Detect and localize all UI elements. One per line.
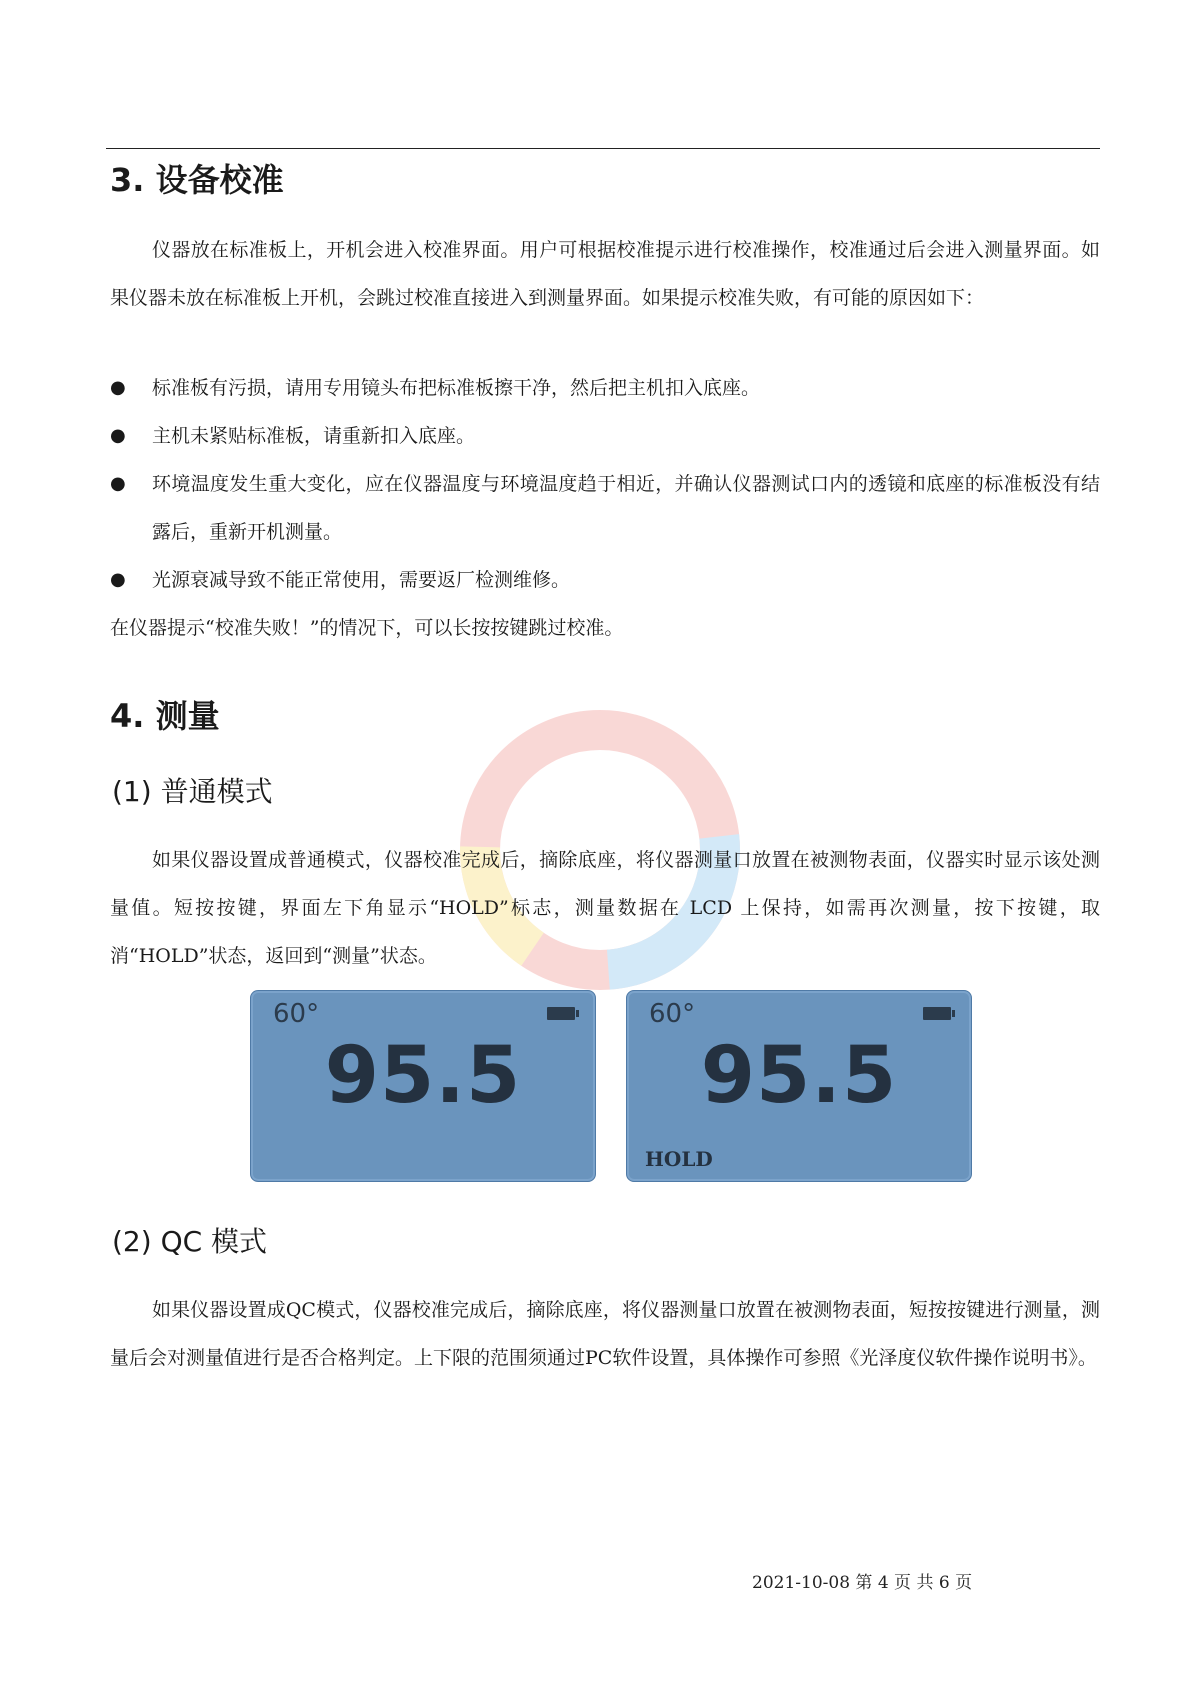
- bullet-item: [110, 460, 1100, 556]
- bullet-dot-icon: ●: [110, 569, 126, 590]
- lcd-angle: 60°: [273, 999, 320, 1029]
- normal-mode-title: (1) 普通模式: [112, 775, 273, 808]
- header-rule: [106, 148, 1100, 149]
- bullet-text: 环境温度发生重大变化，应在仪器温度与环境温度趋于相近，并确认仪器测试口内的透镜和底座的标准板没有结露后，重新开机测量。: [152, 473, 1100, 543]
- battery-icon: [923, 1007, 951, 1020]
- bullet-text: 光源衰减导致不能正常使用，需要返厂检测维修。: [152, 569, 571, 591]
- bullet-dot-icon: ●: [110, 425, 126, 446]
- calibration-note: 在仪器提示“校准失败！”的情况下，可以长按按键跳过校准。: [110, 617, 624, 639]
- page-footer: 2021-10-08 第 4 页 共 6 页: [752, 1573, 973, 1593]
- bullet-dot-icon: ●: [110, 377, 126, 398]
- lcd-reading: 95.5: [700, 1031, 898, 1121]
- section-3-title: 3. 设备校准: [110, 161, 284, 199]
- lcd-screen-hold: [626, 990, 972, 1182]
- lcd-screen-measuring: [250, 990, 596, 1182]
- battery-icon: [547, 1007, 575, 1020]
- lcd-angle: 60°: [649, 999, 696, 1029]
- qc-mode-text: 如果仪器设置成QC模式，仪器校准完成后，摘除底座，将仪器测量口放置在被测物表面，短按按键进行测量，测量后会对测量值进行是否合格判定。上下限的范围须通过PC软件设置，具体操作可参照《光泽度仪软件操作说明书》。: [110, 1299, 1100, 1369]
- bullet-item: [110, 364, 1100, 412]
- normal-mode-text: 如果仪器设置成普通模式，仪器校准完成后，摘除底座，将仪器测量口放置在被测物表面，仪器实时显示该处测量值。短按按键，界面左下角显示“HOLD”标志，测量数据在 LCD 上保持，如需再次测量，按下按键，取消“HOLD”状态，返回到“测量”状态。: [110, 849, 1100, 967]
- bullet-item: [110, 556, 1100, 604]
- bullet-dot-icon: ●: [110, 473, 126, 494]
- section-4-title: 4. 测量: [110, 697, 220, 735]
- section-3-intro: 仪器放在标准板上，开机会进入校准界面。用户可根据校准提示进行校准操作，校准通过后会进入测量界面。如果仪器未放在标准板上开机，会跳过校准直接进入到测量界面。如果提示校准失败，有可能的原因如下：: [110, 239, 1100, 309]
- bullet-item: [110, 412, 1100, 460]
- lcd-hold-status: HOLD: [645, 1147, 713, 1171]
- bullet-text: 主机未紧贴标准板，请重新扣入底座。: [152, 425, 476, 447]
- lcd-reading: 95.5: [324, 1031, 522, 1121]
- qc-mode-title: (2) QC 模式: [112, 1225, 268, 1258]
- bullet-text: 标准板有污损，请用专用镜头布把标准板擦干净，然后把主机扣入底座。: [152, 377, 761, 399]
